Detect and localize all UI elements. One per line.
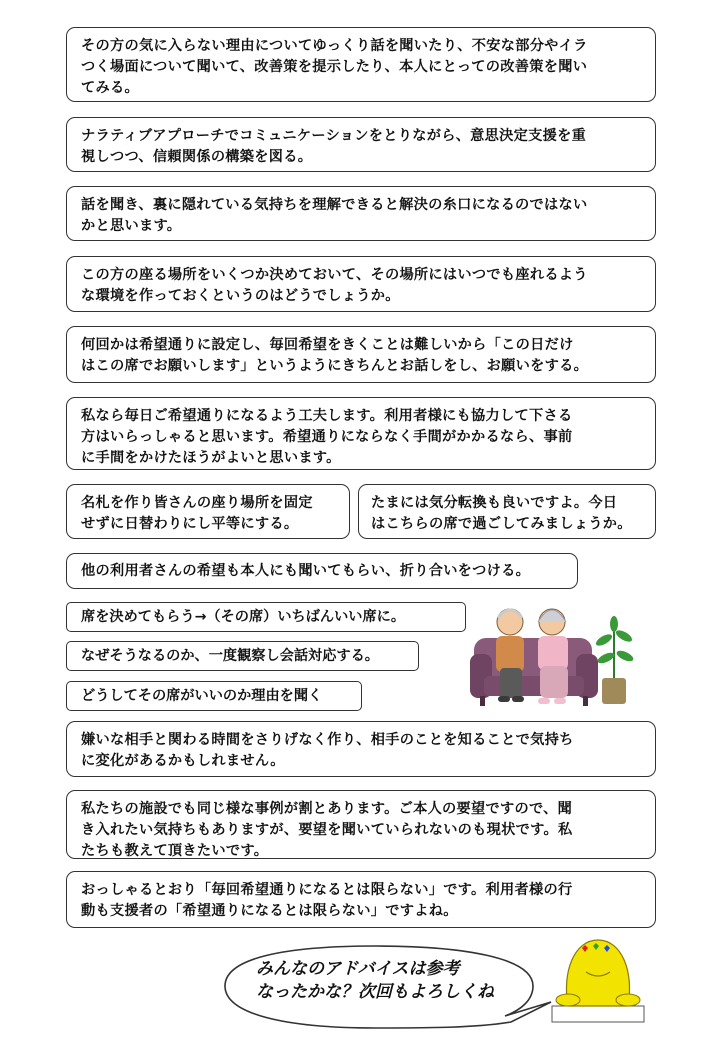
comment-box-5: 何回かは希望通りに設定し、毎回希望をきくことは難しいから「この日だけ はこの席でお願いします」というようにきちんとお話しをし、お願いをする。 [66,326,656,383]
comment-box-7: 名札を作り皆さんの座り場所を固定 せずに日替わりにし平等にする。 [66,484,350,539]
closing-message: みんなのアドバイスは参考 なったかな？次回もよろしくね [256,959,494,1002]
comment-box-4: この方の座る場所をいくつか決めておいて、その場所にはいつでも座れるよう な環境を作っておくというのはどうでしょうか。 [66,256,656,312]
comment-box-14: 私たちの施設でも同じ様な事例が割とあります。ご本人の要望ですので、聞 き入れたい気持ちもありますが、要望を聞いていられないのも現状です。私 たちも教えて頂きたいです。 [66,790,656,859]
comment-box-8: たまには気分転換も良いですよ。今日 はこちらの席で過ごしてみましょうか。 [358,484,656,539]
comment-box-15: おっしゃるとおり「毎回希望通りになるとは限らない」です。利用者様の行 動も支援者の「希望通りになるとは限らない」ですよね。 [66,871,656,928]
comment-box-10: 席を決めてもらう→（その席）いちばんいい席に。 [66,602,466,632]
comment-box-3: 話を聞き、裏に隠れている気持ちを理解できると解決の糸口になるのではない かと思います。 [66,186,656,241]
comment-box-2: ナラティブアプローチでコミュニケーションをとりながら、意思決定支援を重 視しつつ、信頼関係の構築を図る。 [66,117,656,172]
comment-box-6: 私なら毎日ご希望通りになるよう工夫します。利用者様にも協力して下さる 方はいらっしゃると思います。希望通りにならなく手間がかかるなら、事前 に手間をかけたほうがよいと思います。 [66,397,656,470]
mascot-character [548,932,648,1024]
elderly-couple-illustration [470,596,640,716]
comment-box-9: 他の利用者さんの希望も本人にも聞いてもらい、折り合いをつける。 [66,553,578,589]
comment-box-12: どうしてその席がいいのか理由を聞く [66,681,362,711]
comment-box-11: なぜそうなるのか、一度観察し会話対応する。 [66,641,419,671]
comment-box-1: その方の気に入らない理由についてゆっくり話を聞いたり、不安な部分やイラ つく場面について聞いて、改善策を提示したり、本人にとっての改善策を聞い てみる。 [66,27,656,102]
comment-box-13: 嫌いな相手と関わる時間をさりげなく作り、相手のことを知ることで気持ち に変化があるかもしれません。 [66,721,656,777]
